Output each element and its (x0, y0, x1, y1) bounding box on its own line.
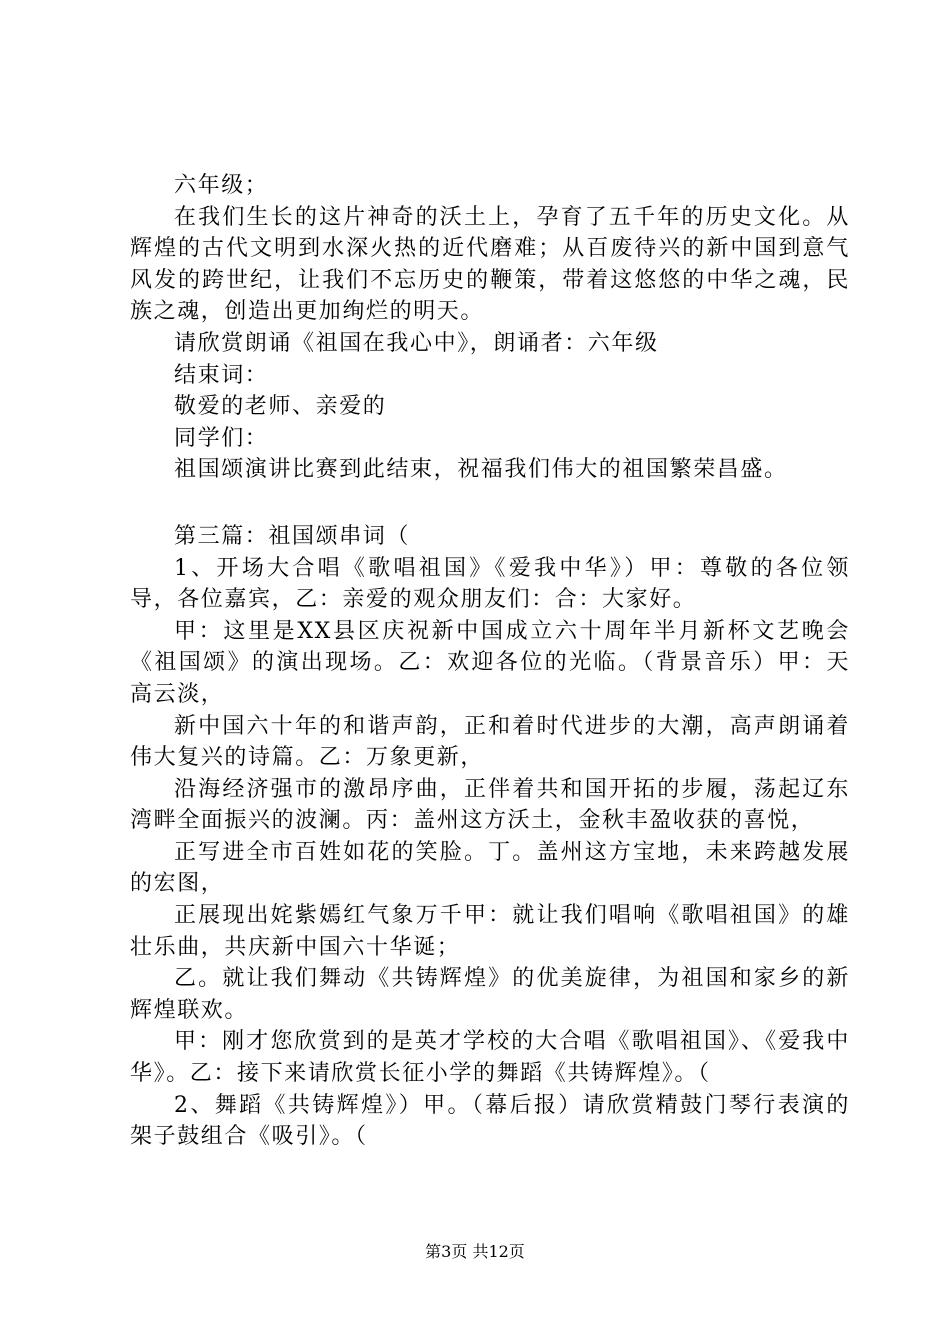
paragraph: 1、开场大合唱《歌唱祖国》《爱我中华》）甲：尊敬的各位领导，各位嘉宾，乙：亲爱的观众朋友们：合：大家好。 (130, 555, 850, 613)
paragraph: 甲：刚才您欣赏到的是英才学校的大合唱《歌唱祖国》、《爱我中华》。乙：接下来请欣赏长征小学的舞蹈《共铸辉煌》。（ (130, 1029, 850, 1087)
paragraph: 结束词： (174, 362, 269, 388)
paragraph: 乙。就让我们舞动《共铸辉煌》的优美旋律，为祖国和家乡的新辉煌联欢。 (130, 966, 850, 1023)
page-footer: 第3页 共12页 (425, 1242, 525, 1261)
paragraph: 敬爱的老师、亲爱的 (174, 394, 387, 420)
paragraph: 祖国颂演讲比赛到此结束，祝福我们伟大的祖国繁荣昌盛。 (174, 457, 788, 483)
paragraph: 甲：这里是XX县区庆祝新中国成立六十周年半月新杯文艺晚会《祖国颂》的演出现场。乙：欢迎各位的光临。（背景音乐）甲：天高云淡， (130, 618, 850, 707)
paragraph: 沿海经济强市的激昂序曲，正伴着共和国开拓的步履，荡起辽东湾畔全面振兴的波澜。丙：盖州这方沃土，金秋丰盈收获的喜悦， (130, 776, 850, 834)
paragraph: 新中国六十年的和谐声韵，正和着时代进步的大潮，高声朗诵着伟大复兴的诗篇。乙：万象更新， (130, 713, 850, 771)
paragraph: 六年级； (174, 173, 269, 198)
paragraph: 正展现出姹紫嫣红气象万千甲：就让我们唱响《歌唱祖国》的雄壮乐曲，共庆新中国六十华诞； (130, 903, 850, 960)
paragraph: 正写进全市百姓如花的笑脸。丁。盖州这方宝地，未来跨越发展的宏图， (130, 839, 850, 897)
document-body (130, 170, 850, 1153)
paragraph: 2、舞蹈《共铸辉煌》）甲。（幕后报）请欣赏精鼓门琴行表演的架子鼓组合《吸引》。（ (130, 1092, 850, 1150)
section-gap (130, 486, 850, 521)
paragraph: 同学们： (174, 425, 269, 451)
section-heading: 第三篇：祖国颂串词（ (174, 523, 411, 549)
paragraph: 在我们生长的这片神奇的沃土上，孕育了五千年的历史文化。从辉煌的古代文明到水深火热的近代磨难；从百废待兴的新中国到意气风发的跨世纪，让我们不忘历史的鞭策，带着这悠悠的中华之魂，民族之魂，创造出更加绚烂的明天。 (130, 204, 850, 325)
paragraph: 请欣赏朗诵《祖国在我心中》，朗诵者：六年级 (174, 330, 659, 356)
